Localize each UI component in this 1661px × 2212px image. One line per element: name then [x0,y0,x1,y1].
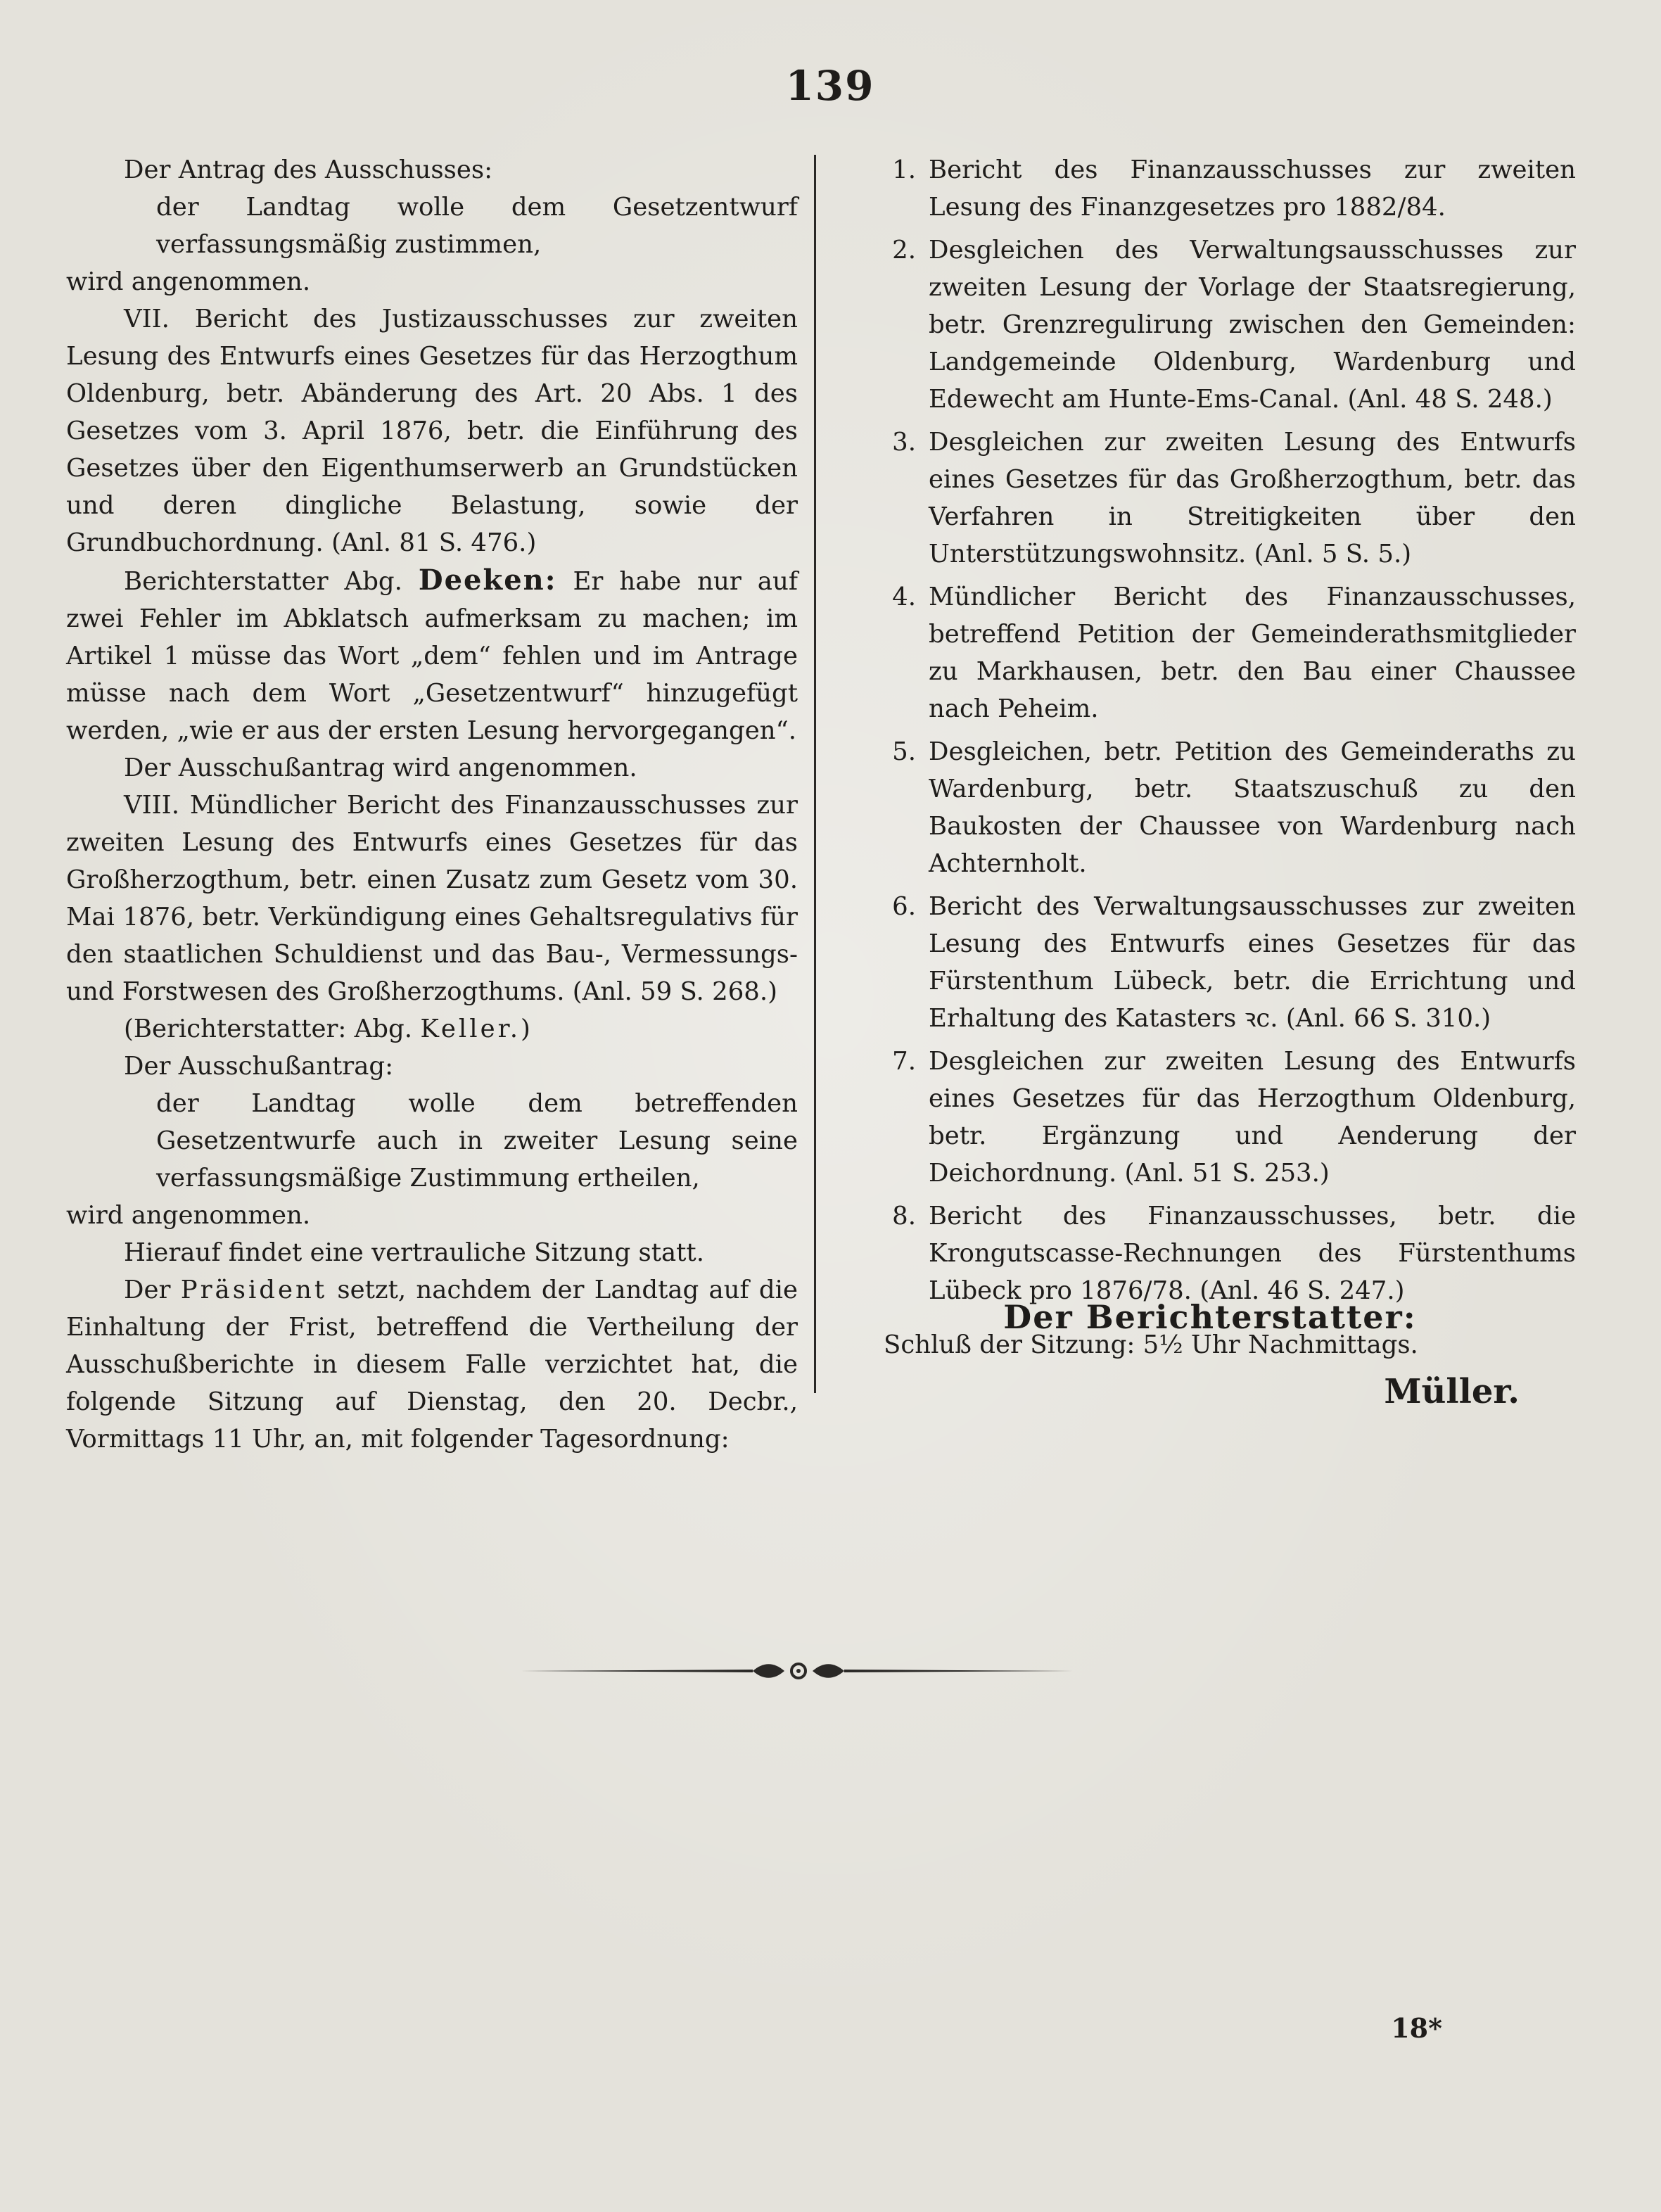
rapporteur-keller-note [66,1010,798,1048]
agenda-item-number: 2. [892,236,916,265]
agenda-item [872,151,1576,226]
agenda-item [872,888,1576,1037]
committee-motion-heading: Der Ausschußantrag: [124,1052,394,1081]
right-column [872,151,1576,1364]
speaker-name-deeken: Deeken: [418,564,557,597]
signature-mark: 18* [1391,2012,1442,2044]
ornament-divider [521,1655,1076,1687]
agenda-item-text: Bericht des Finanzausschusses, betr. die Krongutscasse-Rechnungen des Fürstenthums Lübeck pro 1876/78. (Anl. 46 S. 247.) [929,1202,1576,1305]
reporter-title: Der Berichterstatter: [1003,1298,1417,1336]
agenda-item [872,733,1576,882]
left-column [66,151,798,1458]
agenda-item-text: Desgleichen des Verwaltungsausschusses zur zweiten Lesung der Vorlage der Staatsregierung, betr. Grenzregulirung zwischen den Gemeinden: Landgemeinde Oldenburg, Wardenburg und Edewecht am Hunte-Ems-Canal. (Anl. 48 S. 248.) [929,236,1576,414]
page-number: 139 [785,62,875,110]
agenda-item [872,424,1576,573]
motion-result: wird angenommen. [66,267,311,296]
statement-prefix: Berichterstatter Abg. [124,567,402,596]
announcement-body: setzt, nachdem der Landtag auf die Einhaltung der Frist, betreffend die Vertheilung der Ausschußberichte in diesem Falle verzichtet hat, die folgende Sitzung auf Dienstag, den 20. Decbr., Vormittags 11 Uhr, an, mit folgender Tagesordnung: [66,1276,798,1454]
agenda-item-number: 7. [892,1047,916,1076]
agenda-item-text: Bericht des Verwaltungsausschusses zur zweiten Lesung des Entwurfs eines Gesetzes für das Fürstenthum Lübeck, betr. die Errichtung und Erhaltung des Katasters ꝛc. (Anl. 66 S. 310.) [929,892,1576,1033]
agenda-item [872,1043,1576,1192]
rapporteur-deeken-statement [66,561,798,749]
agenda-item-number: 8. [892,1202,916,1231]
president-announcement [66,1271,798,1458]
statement-body: Er habe nur auf zwei Fehler im Abklatsch aufmerksam zu machen; im Artikel 1 müsse das Wort „dem“ fehlen und im Antrage müsse nach dem Wort „Gesetzentwurf“ hinzugefügt werden, „wie er aus der ersten Lesung hervorgegangen“. [66,567,798,745]
agenda-item-text: Desgleichen zur zweiten Lesung des Entwurfs eines Gesetzes für das Großherzogthum, betr. das Verfahren in Streitigkeiten über den Unterstützungswohnsitz. (Anl. 5 S. 5.) [929,428,1576,568]
rapporteur-prefix: (Berichterstatter: Abg. [124,1015,413,1043]
agenda-item-number: 1. [892,155,916,184]
item-vii-report: VII. Bericht des Justizausschusses zur zweiten Lesung des Entwurfs eines Gesetzes für das Herzogthum Oldenburg, betr. Abänderung des Art. 20 Abs. 1 des Gesetzes vom 3. April 1876, betr. die Einführung des Gesetzes über den Eigenthumserwerb an Grundstücken und deren dingliche Belastung, sowie der Grundbuchordnung. (Anl. 81 S. 476.) [66,305,798,557]
agenda-item-number: 6. [892,892,916,921]
agenda-item [872,1197,1576,1309]
agenda-item-text: Mündlicher Bericht des Finanzausschusses, betreffend Petition der Gemeinderathsmitglieder zu Markhausen, betr. den Bau einer Chaussee nach Peheim. [929,583,1576,723]
agenda-item-number: 5. [892,737,916,766]
committee-motion-result: wird angenommen. [66,1201,311,1230]
agenda-item-text: Desgleichen zur zweiten Lesung des Entwurfs eines Gesetzes für das Herzogthum Oldenburg, betr. Ergänzung und Aenderung der Deichordnung. (Anl. 51 S. 253.) [929,1047,1576,1188]
speaker-name-president: Präsident [180,1276,328,1304]
reporter-signature: Müller. [1384,1372,1520,1411]
confidential-session-note: Hierauf findet eine vertrauliche Sitzung statt. [124,1238,704,1267]
committee-motion-text: der Landtag wolle dem betreffenden Gesetzentwurfe auch in zweiter Lesung seine verfassungsmäßige Zustimmung ertheilen, [156,1089,798,1193]
agenda-item-text: Bericht des Finanzausschusses zur zweiten Lesung des Finanzgesetzes pro 1882/84. [929,155,1576,222]
column-divider [814,155,816,1393]
agenda-item-text: Desgleichen, betr. Petition des Gemeinderaths zu Wardenburg, betr. Staatszuschuß zu den Baukosten der Chaussee von Wardenburg nach Achternholt. [929,737,1576,878]
session-closing: Schluß der Sitzung: 5½ Uhr Nachmittags. [884,1330,1418,1359]
item-viii-report: VIII. Mündlicher Bericht des Finanzausschusses zur zweiten Lesung des Entwurfs eines Gesetzes für das Großherzogthum, betr. einen Zusatz zum Gesetz vom 30. Mai 1876, betr. Verkündigung eines Gehaltsregulativs für den staatlichen Schuldienst und das Bau-, Vermessungs- und Forstwesen des Großherzogthums. (Anl. 59 S. 268.) [66,791,798,1006]
agenda-item [872,578,1576,727]
speaker-name-keller: Keller. [420,1015,521,1043]
motion-intro: Der Antrag des Ausschusses: [124,155,493,184]
committee-motion-accepted: Der Ausschußantrag wird angenommen. [124,754,637,782]
announcement-prefix: Der [124,1276,171,1304]
agenda-item-number: 4. [892,583,916,611]
agenda-item [872,231,1576,418]
motion-text: der Landtag wolle dem Gesetzentwurf verfassungsmäßig zustimmen, [156,193,798,259]
rapporteur-suffix: ) [521,1015,530,1043]
agenda-item-number: 3. [892,428,916,457]
